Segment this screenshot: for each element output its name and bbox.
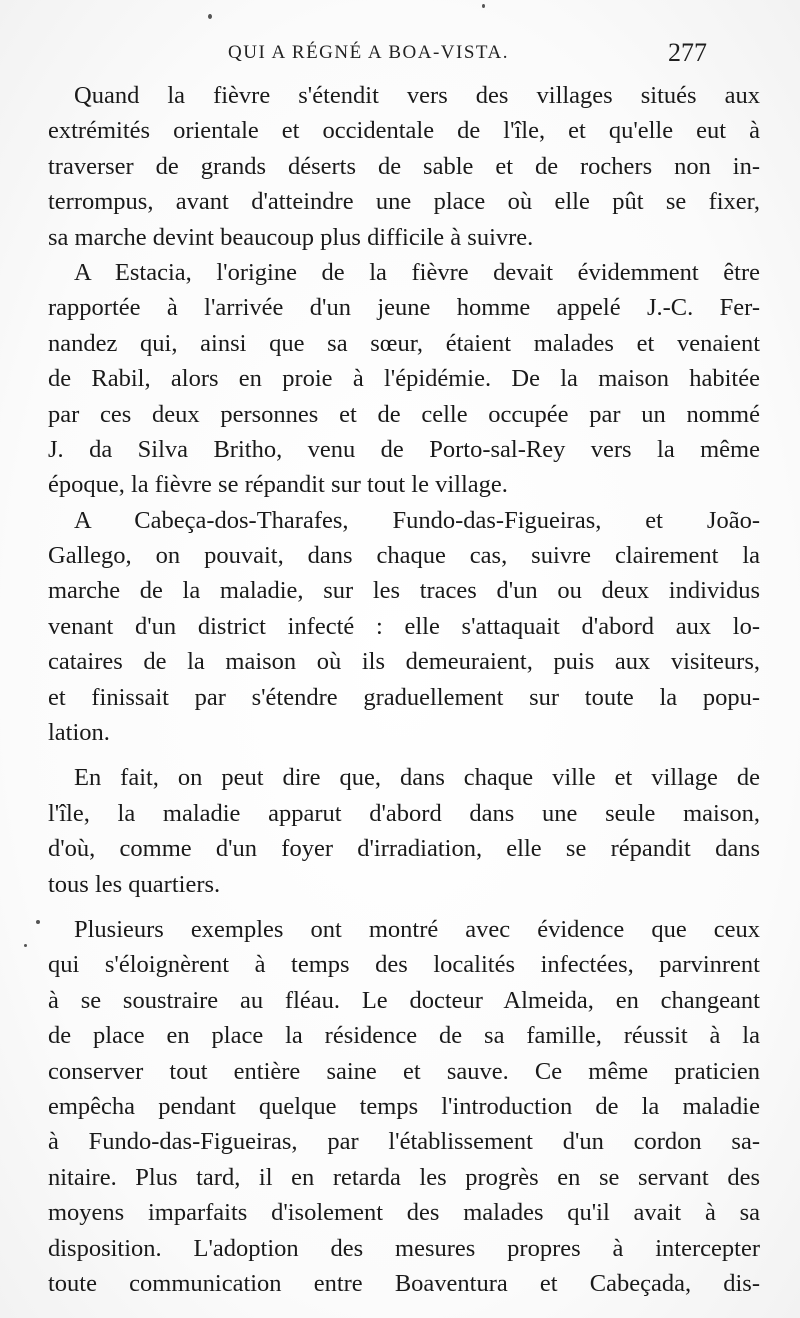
text-line: l'île, la maladie apparut d'abord dans une seule maison,	[48, 799, 760, 827]
text-line: nitaire. Plus tard, il en retarda les progrès en se servant des	[48, 1163, 760, 1191]
ink-speck	[208, 14, 212, 19]
paragraph	[48, 78, 760, 255]
text-line: rapportée à l'arrivée d'un jeune homme appelé J.-C. Fer-	[48, 294, 760, 322]
paragraph	[48, 760, 760, 902]
text-line: lation.	[48, 719, 110, 747]
text-line: Gallego, on pouvait, dans chaque cas, suivre clairement la	[48, 542, 760, 570]
text-line: moyens imparfaits d'isolement des malades qu'il avait à sa	[48, 1199, 760, 1227]
text-line: à Fundo-das-Figueiras, par l'établissement d'un cordon sa-	[48, 1128, 760, 1156]
text-line: tous les quartiers.	[48, 870, 221, 898]
page-header	[0, 38, 800, 74]
ink-speck	[482, 4, 485, 8]
text-line: Plusieurs exemples ont montré avec évidence que ceux	[74, 915, 760, 943]
text-line: qui s'éloignèrent à temps des localités infectées, parvinrent	[48, 951, 760, 979]
text-line: à se soustraire au fléau. Le docteur Almeida, en changeant	[48, 986, 760, 1014]
text-line: et finissait par s'étendre graduellement sur toute la popu-	[48, 683, 760, 711]
text-line: empêcha pendant quelque temps l'introduction de la maladie	[48, 1092, 760, 1120]
page-number: 277	[668, 38, 707, 67]
text-line: En fait, on peut dire que, dans chaque ville et village de	[74, 764, 760, 792]
paragraph	[48, 503, 760, 751]
text-line: toute communication entre Boaventura et Cabeçada, dis-	[48, 1269, 760, 1297]
text-line: cataires de la maison où ils demeuraient, puis aux visiteurs,	[48, 648, 760, 676]
text-line: marche de la maladie, sur les traces d'un ou deux individus	[48, 577, 760, 605]
paragraph-gap	[48, 750, 760, 760]
text-line: Quand la fièvre s'étendit vers des villages situés aux	[74, 82, 760, 109]
ink-speck	[24, 944, 27, 947]
text-line: terrompus, avant d'atteindre une place où elle pût se fixer,	[48, 188, 760, 216]
text-line: traverser de grands déserts de sable et de rochers non in-	[48, 152, 760, 180]
paragraph	[48, 912, 760, 1301]
paragraph-gap	[48, 902, 760, 912]
text-line: disposition. L'adoption des mesures propres à intercepter	[48, 1234, 760, 1262]
text-line: A Cabeça-dos-Tharafes, Fundo-das-Figueiras, et João-	[74, 506, 760, 534]
text-line: A Estacia, l'origine de la fièvre devait évidemment être	[74, 258, 760, 286]
text-line: par ces deux personnes et de celle occupée par un nommé	[48, 400, 760, 428]
text-line: J. da Silva Britho, venu de Porto-sal-Rey vers la même	[48, 435, 760, 463]
text-line: d'où, comme d'un foyer d'irradiation, elle se répandit dans	[48, 835, 760, 863]
ink-speck	[36, 920, 40, 924]
text-line: venant d'un district infecté : elle s'attaquait d'abord aux lo-	[48, 612, 760, 640]
text-line: extrémités orientale et occidentale de l'île, et qu'elle eut à	[48, 117, 760, 145]
text-line: de place en place la résidence de sa famille, réussit à la	[48, 1022, 760, 1050]
text-line: de Rabil, alors en proie à l'épidémie. De la maison habitée	[48, 365, 760, 393]
text-line: conserver tout entière saine et sauve. Ce même praticien	[48, 1057, 760, 1085]
text-line: époque, la fièvre se répandit sur tout le village.	[48, 471, 508, 499]
running-title: QUI A RÉGNÉ A BOA-VISTA.	[228, 42, 509, 63]
text-line: sa marche devint beaucoup plus difficile à suivre.	[48, 223, 534, 251]
body-text	[48, 78, 760, 1301]
paragraph	[48, 255, 760, 503]
text-line: nandez qui, ainsi que sa sœur, étaient malades et venaient	[48, 329, 760, 357]
